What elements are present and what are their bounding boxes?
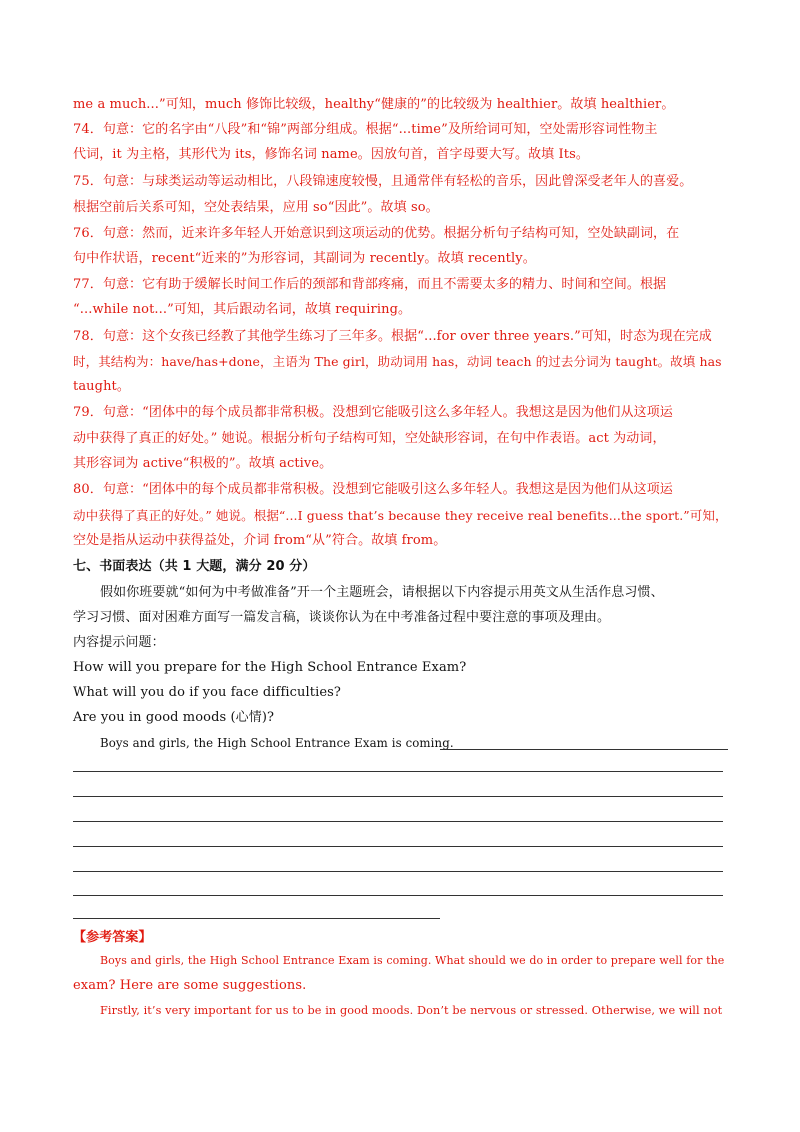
analysis-line: 78．句意：这个女孩已经教了其他学生练习了三年多。根据“...for over three years.”可知，时态为现在完成 [73,329,712,344]
hint-title: 内容提示问题： [73,635,165,650]
answer-line: Boys and girls, the High School Entrance Exam is coming. What should we do in order to prepare well for the [100,954,725,967]
prompt-line: 学习习惯、面对困难方面写一篇发言稿，谈谈你认为在中考准备过程中要注意的事项及理由。 [73,610,611,625]
analysis-line: 动中获得了真正的好处。” 她说。根据“...I guess that’s because they receive real benefits...the sport.”可知， [73,508,728,523]
writing-blank-line [73,918,440,919]
answer-line: Firstly, it’s very important for us to be in good moods. Don’t be nervous or stressed. Otherwise, we will not [100,1004,723,1017]
starter-sentence: Boys and girls, the High School Entrance Exam is coming. [100,736,454,750]
analysis-line: 80．句意：“团体中的每个成员都非常积极。没想到它能吸引这么多年轻人。我想这是因为他们从这项运 [73,482,673,497]
analysis-line: 79．句意：“团体中的每个成员都非常积极。没想到它能吸引这么多年轻人。我想这是因为他们从这项运 [73,405,673,420]
analysis-line: 根据空前后关系可知，空处表结果，应用 so“因此”。故填 so。 [73,200,439,215]
writing-blank-line [73,895,723,896]
analysis-line: 时，其结构为：have/has+done，主语为 The girl，助动词用 has，动词 teach 的过去分词为 taught。故填 has [73,354,722,369]
analysis-line: 74．句意：它的名字由“八段”和“锦”两部分组成。根据“...time”及所给词可知，空处需形容词性物主 [73,122,658,137]
analysis-line: 75．句意：与球类运动等运动相比，八段锦速度较慢，且通常伴有轻松的音乐，因此曾深受老年人的喜爱。 [73,174,693,189]
section-heading: 七、书面表达（共 1 大题，满分 20 分） [73,559,316,574]
prompt-line: 假如你班要就“如何为中考做准备”开一个主题班会，请根据以下内容提示用英文从生活作息习惯、 [100,585,664,600]
answer-label: 【参考答案】 [73,930,152,945]
question-line: What will you do if you face difficulties? [73,685,341,700]
writing-blank-line [73,846,723,847]
analysis-line: 代词，it 为主格，其形代为 its，修饰名词 name。因放句首，首字母要大写。故填 Its。 [73,147,589,162]
analysis-line: taught。 [73,379,130,394]
writing-blank-line [440,749,728,750]
analysis-line: 句中作状语，recent“近来的”为形容词，其副词为 recently。故填 recently。 [73,251,536,266]
question-line: Are you in good moods (心情)? [73,710,275,725]
analysis-line: 空处是指从运动中获得益处，介词 from“从”符合。故填 from。 [73,533,447,548]
question-line: How will you prepare for the High School Entrance Exam? [73,660,467,675]
writing-blank-line [73,771,723,772]
analysis-line: 其形容词为 active“积极的”。故填 active。 [73,456,333,471]
analysis-line: me a much...”可知，much 修饰比较级，healthy“健康的”的比较级为 healthier。故填 healthier。 [73,97,675,112]
analysis-line: 77．句意：它有助于缓解长时间工作后的颈部和背部疼痛，而且不需要太多的精力、时间和空间。根据 [73,277,667,292]
writing-blank-line [73,796,723,797]
analysis-line: 76．句意：然而，近来许多年轻人开始意识到这项运动的优势。根据分析句子结构可知，空处缺副词，在 [73,226,680,241]
writing-blank-line [73,871,723,872]
writing-blank-line [73,821,723,822]
answer-line: exam? Here are some suggestions. [73,978,307,993]
analysis-line: “...while not...”可知，其后跟动名词，故填 requiring。 [73,302,412,317]
analysis-line: 动中获得了真正的好处。” 她说。根据分析句子结构可知，空处缺形容词，在句中作表语。act 为动词， [73,431,666,446]
